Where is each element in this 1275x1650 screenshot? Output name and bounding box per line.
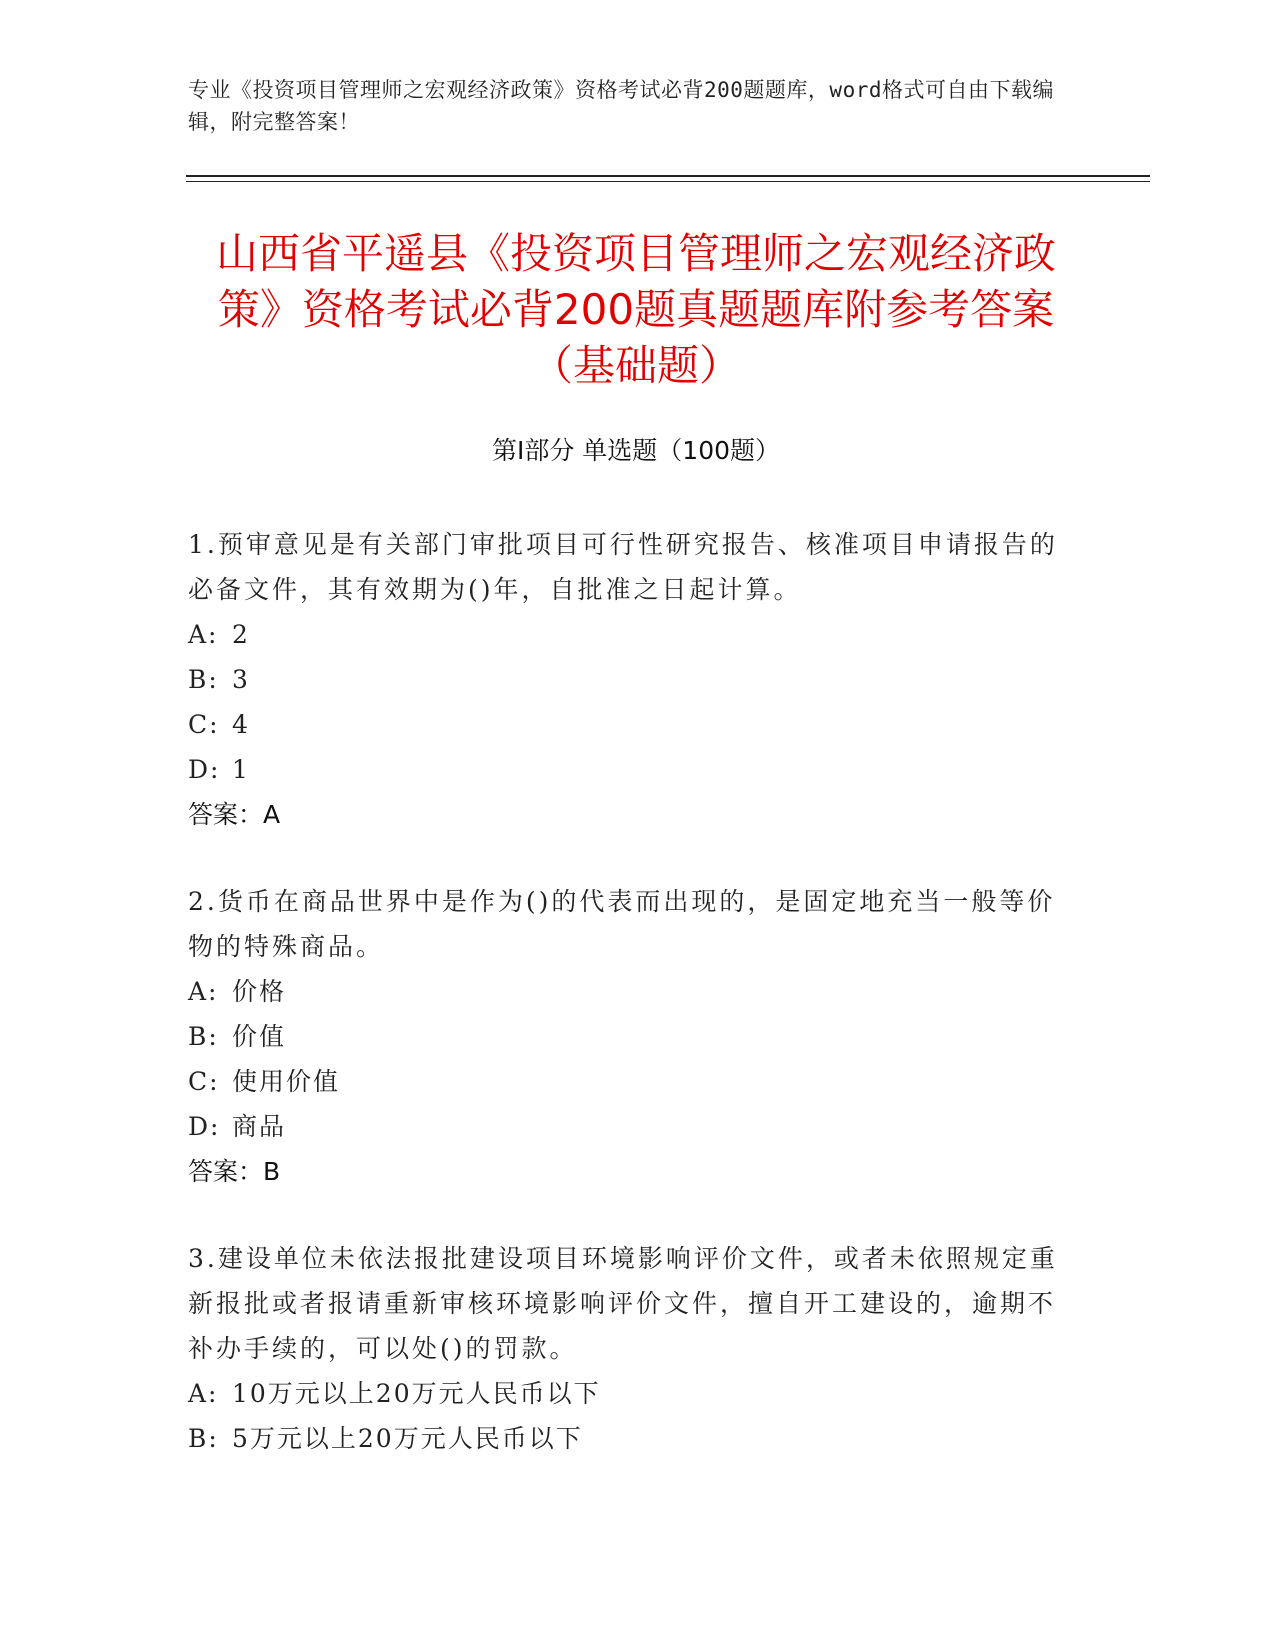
option-b xyxy=(188,657,1068,702)
option-key: B: xyxy=(188,1022,219,1051)
question-1 xyxy=(188,522,1068,837)
option-text: 5万元以上20万元人民币以下 xyxy=(232,1424,583,1453)
question-stem: 2.货币在商品世界中是作为()的代表而出现的，是固定地充当一般等价物的特殊商品。 xyxy=(188,887,1056,961)
option-a xyxy=(188,969,1068,1014)
header-rule-thin xyxy=(186,181,1150,182)
option-text: 价格 xyxy=(232,977,287,1006)
option-a xyxy=(188,1371,1068,1416)
option-text: 1 xyxy=(232,755,250,784)
option-key: A: xyxy=(188,977,219,1006)
option-text: 10万元以上20万元人民币以下 xyxy=(232,1379,601,1408)
option-key: C: xyxy=(188,1067,220,1096)
option-key: A: xyxy=(188,620,219,649)
option-key: D: xyxy=(188,755,221,784)
header-rule-thick xyxy=(186,175,1150,177)
option-text: 3 xyxy=(232,665,250,694)
option-key: B: xyxy=(188,1424,219,1453)
option-text: 4 xyxy=(232,710,250,739)
document-title: 山西省平遥县《投资项目管理师之宏观经济政策》资格考试必背200题真题题库附参考答案（基础题） xyxy=(215,229,1056,390)
answer: 答案：B xyxy=(188,1157,281,1186)
answer: 答案：A xyxy=(188,800,281,829)
option-b xyxy=(188,1014,1068,1059)
option-c xyxy=(188,702,1068,747)
option-a xyxy=(188,612,1068,657)
question-list xyxy=(188,522,1068,1503)
section-title: 第I部分 单选题（100题） xyxy=(491,436,781,465)
question-3 xyxy=(188,1236,1068,1461)
option-d xyxy=(188,747,1068,792)
question-stem: 1.预审意见是有关部门审批项目可行性研究报告、核准项目申请报告的必备文件，其有效期为()年，自批准之日起计算。 xyxy=(188,530,1058,604)
question-2 xyxy=(188,879,1068,1194)
option-key: D: xyxy=(188,1112,221,1141)
option-text: 商品 xyxy=(232,1112,287,1141)
option-key: A: xyxy=(188,1379,219,1408)
option-text: 2 xyxy=(232,620,250,649)
option-c xyxy=(188,1059,1068,1104)
question-stem: 3.建设单位未依法报批建设项目环境影响评价文件，或者未依照规定重新报批或者报请重新审核环境影响评价文件，擅自开工建设的，逾期不补办手续的，可以处()的罚款。 xyxy=(188,1244,1058,1363)
header-note: 专业《投资项目管理师之宏观经济政策》资格考试必背200题题库，word格式可自由下载编辑，附完整答案！ xyxy=(188,78,1054,134)
option-key: C: xyxy=(188,710,220,739)
option-key: B: xyxy=(188,665,219,694)
option-d xyxy=(188,1104,1068,1149)
option-text: 价值 xyxy=(232,1022,287,1051)
option-text: 使用价值 xyxy=(232,1067,341,1096)
option-b xyxy=(188,1416,1068,1461)
